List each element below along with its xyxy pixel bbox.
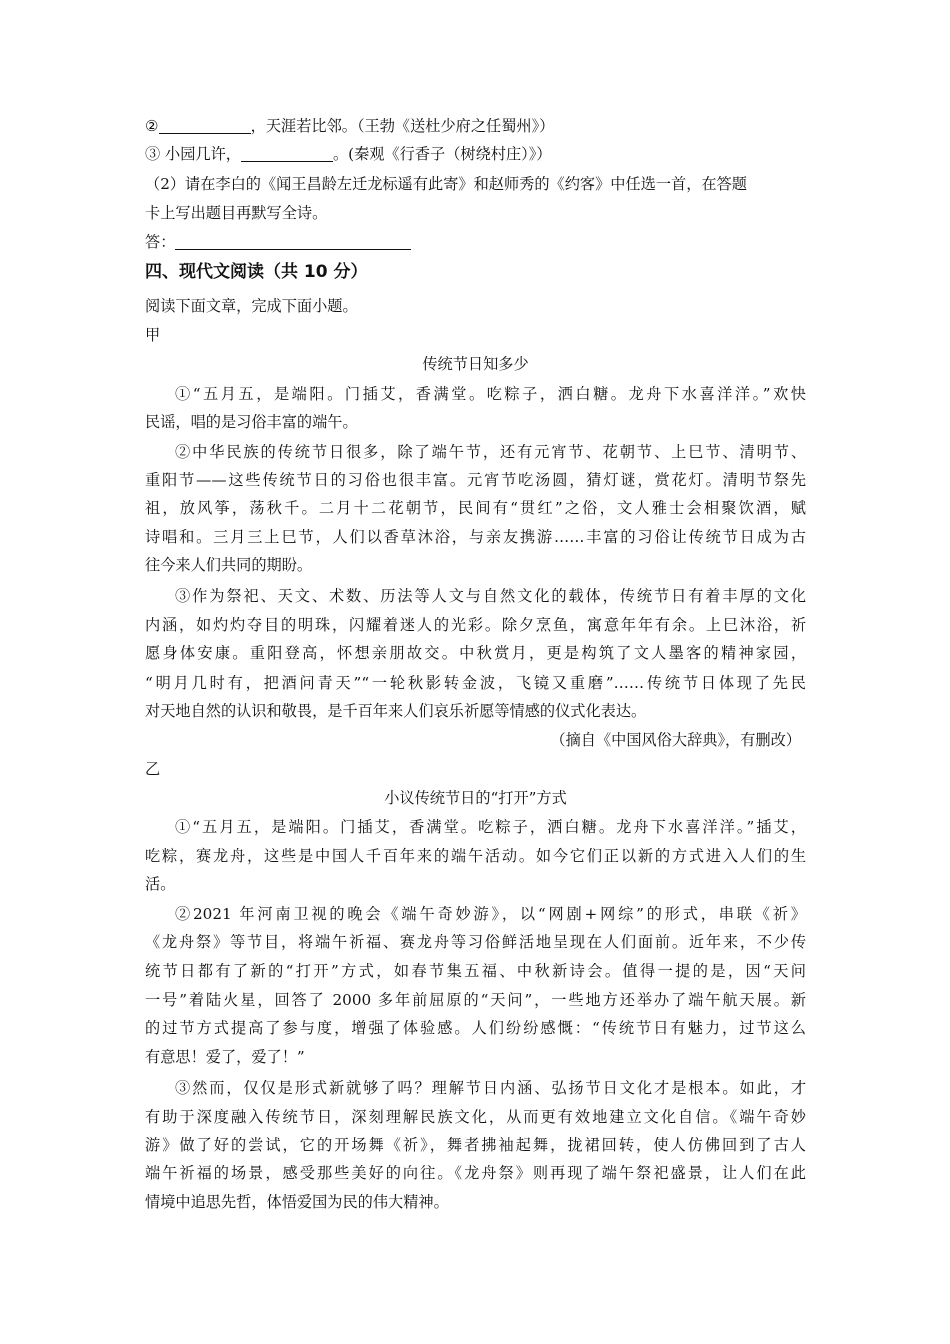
passage-line: 民谣，唱的是习俗丰富的端午。 [145, 413, 358, 431]
question-text: ③ 小园几许， [145, 145, 241, 163]
section-intro: 阅读下面文章，完成下面小题。 [145, 297, 358, 315]
answer-blank[interactable] [175, 233, 411, 250]
question-number: ② [145, 117, 159, 135]
passage-line: ③然而，仅仅是形式新就够了吗？理解节日内涵、弘扬节日文化才是根本。如此，才 [175, 1079, 806, 1097]
passage-line: 祖，放风筝，荡秋千。二月十二花朝节，民间有“贯红”之俗，文人雅士会相聚饮酒，赋 [145, 499, 806, 517]
passage-line: 《龙舟祭》等节目，将端午祈福、赛龙舟等习俗鲜活地呈现在人们面前。近年来，不少传 [145, 933, 806, 951]
passage-line: 重阳节——这些传统节日的习俗也很丰富。元宵节吃汤圆，猜灯谜，赏花灯。清明节祭先 [145, 471, 806, 489]
passage-a-source: （摘自《中国风俗大辞典》，有删改） [550, 731, 801, 749]
question-part-2-cont: 卡上写出题目再默写全诗。 [145, 204, 328, 222]
passage-line: 的过节方式提高了参与度，增强了体验感。人们纷纷感慨：“传统节日有魅力，过节这么 [145, 1019, 806, 1037]
answer-blank[interactable] [241, 145, 333, 162]
passage-line: 情境中追思先哲，体悟爱国为民的伟大精神。 [145, 1193, 449, 1211]
question-line-3 [145, 144, 552, 164]
passage-line: 有助于深度融入传统节日，深刻理解民族文化，从而更有效地建立文化自信。《端午奇妙 [145, 1108, 806, 1126]
passage-line: 有意思！爱了，爱了！” [145, 1048, 305, 1066]
passage-line: 往今来人们共同的期盼。 [145, 556, 313, 574]
section-title: 四、现代文阅读（共 10 分） [145, 262, 368, 282]
passage-line: 统节日都有了新的“打开”方式，如春节集五福、中秋新诗会。值得一提的是，因“天问 [145, 962, 806, 980]
passage-line: ②2021 年河南卫视的晚会《端午奇妙游》，以“网剧+网综”的形式，串联《祈》 [175, 905, 806, 923]
passage-line: ②中华民族的传统节日很多，除了端午节，还有元宵节、花朝节、上巳节、清明节、 [175, 443, 806, 461]
question-text: 。(秦观《行香子（树绕村庄）》） [332, 145, 552, 163]
passage-line: 游》做了好的尝试，它的开场舞《祈》，舞者拂袖起舞，拢裙回转，使人仿佛回到了古人 [145, 1136, 806, 1154]
passage-line: 端午祈福的场景，感受那些美好的向往。《龙舟祭》则再现了端午祭祀盛景，让人们在此 [145, 1164, 806, 1182]
passage-line: 吃粽，赛龙舟，这些是中国人千百年来的端午活动。如今它们正以新的方式进入人们的生 [145, 847, 806, 865]
passage-b-title: 小议传统节日的“打开”方式 [384, 789, 567, 807]
answer-blank[interactable] [159, 117, 251, 134]
passage-line: ①“五月五，是端阳。门插艾，香满堂。吃粽子，洒白糖。龙舟下水喜洋洋。”插艾， [175, 818, 806, 836]
passage-line: 对天地自然的认识和敬畏，是千百年来人们哀乐祈愿等情感的仪式化表达。 [145, 702, 647, 720]
answer-label: 答： [145, 233, 176, 251]
passage-a-marker: 甲 [145, 326, 161, 344]
passage-b-marker: 乙 [145, 760, 161, 778]
passage-line: 活。 [145, 875, 176, 893]
question-line-2 [145, 116, 554, 136]
passage-a-title: 传统节日知多少 [422, 355, 529, 373]
passage-line: 诗唱和。三月三上巳节，人们以香草沐浴，与亲友携游……丰富的习俗让传统节日成为古 [145, 528, 806, 546]
passage-line: ①“五月五，是端阳。门插艾，香满堂。吃粽子，洒白糖。龙舟下水喜洋洋。”欢快 [175, 385, 806, 403]
passage-line: 内涵，如灼灼夺目的明珠，闪耀着迷人的光彩。除夕烹鱼，寓意年年有余。上巳沐浴，祈 [145, 616, 806, 634]
passage-line: 一号”着陆火星，回答了 2000 多年前屈原的“天问”，一些地方还举办了端午航天展。新 [145, 991, 806, 1009]
passage-line: ③作为祭祀、天文、术数、历法等人文与自然文化的载体，传统节日有着丰厚的文化 [175, 587, 806, 605]
question-part-2: （2）请在李白的《闻王昌龄左迁龙标遥有此寄》和赵师秀的《约客》中任选一首，在答题 [145, 175, 747, 193]
passage-line: 愿身体安康。重阳登高，怀想亲朋故交。中秋赏月，更是构筑了文人墨客的精神家园， [145, 644, 806, 662]
passage-line: “明月几时有，把酒问青天”“一轮秋影转金波，飞镜又重磨”……传统节日体现了先民 [145, 674, 806, 692]
question-text: ，天涯若比邻。（王勃《送杜少府之任蜀州》） [250, 117, 555, 135]
answer-line [145, 232, 411, 252]
